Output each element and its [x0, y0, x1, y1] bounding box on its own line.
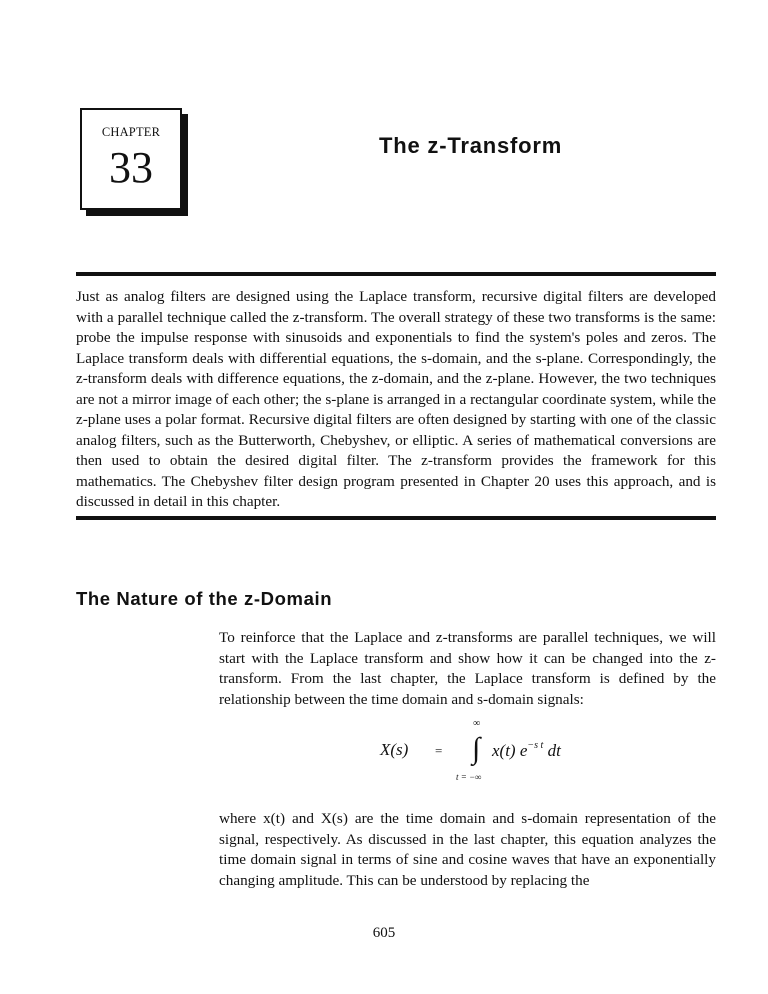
- chapter-abstract: Just as analog filters are designed using the Laplace transform, recursive digital filters are developed with a parallel technique called the z-transform. The overall strategy of these two transforms is the same: probe the impulse response with sinusoids and exponentials to find the system's poles and zeros. The Laplace transform deals with differential equations, the s-domain, and the s-plane. Correspondingly, the z-transform deals with difference equations, the z-domain, and the z-plane. However, the two techniques are not a mirror image of each other; the s-plane is arranged in a rectangular coordinate system, while the z-plane uses a polar format. Recursive digital filters are often designed by starting with one of the classic analog filters, such as the Butterworth, Chebyshev, or elliptic. A series of mathematical conversions are then used to obtain the desired digital filter. The z-transform provides the framework for this mathematics. The Chebyshev filter design program presented in Chapter 20 uses this approach, and is discussed in detail in this chapter.: [76, 288, 716, 510]
- integral-upper-limit: ∞: [473, 718, 481, 729]
- equation-equals: =: [435, 743, 443, 758]
- chapter-title: The z-Transform: [379, 133, 563, 158]
- section-heading: The Nature of the z-Domain: [76, 588, 333, 609]
- divider-top: [76, 272, 716, 276]
- divider-bottom: [76, 516, 716, 520]
- chapter-label: CHAPTER: [101, 125, 161, 139]
- equation-integrand: [492, 740, 561, 761]
- equation-lhs: X(s): [380, 740, 409, 759]
- body-paragraph: where x(t) and X(s) are the time domain and s-domain representation of the signal, respectively. As discussed in the last chapter, this equation analyzes the time domain signal in terms of sine and cosine waves that have an exponentially changing amplitude. This can be understood by replacing the: [219, 810, 716, 889]
- body-paragraph: To reinforce that the Laplace and z-transforms are parallel techniques, we will start with the Laplace transform and show how it can be changed into the z-transform. From the last chapter, the Laplace transform is defined by the relationship between the time domain and s-domain signals:: [219, 629, 716, 708]
- integrand-exponent: −s t: [527, 740, 544, 751]
- integral-lower-limit: t = −∞: [456, 772, 482, 782]
- integrand-differential: dt: [543, 741, 561, 760]
- integrand-text: x(t) e: [492, 741, 528, 760]
- chapter-number: 33: [109, 143, 153, 192]
- chapter-box: [80, 108, 182, 210]
- integral-icon: ∫: [472, 732, 481, 765]
- page-number: 605: [372, 925, 396, 941]
